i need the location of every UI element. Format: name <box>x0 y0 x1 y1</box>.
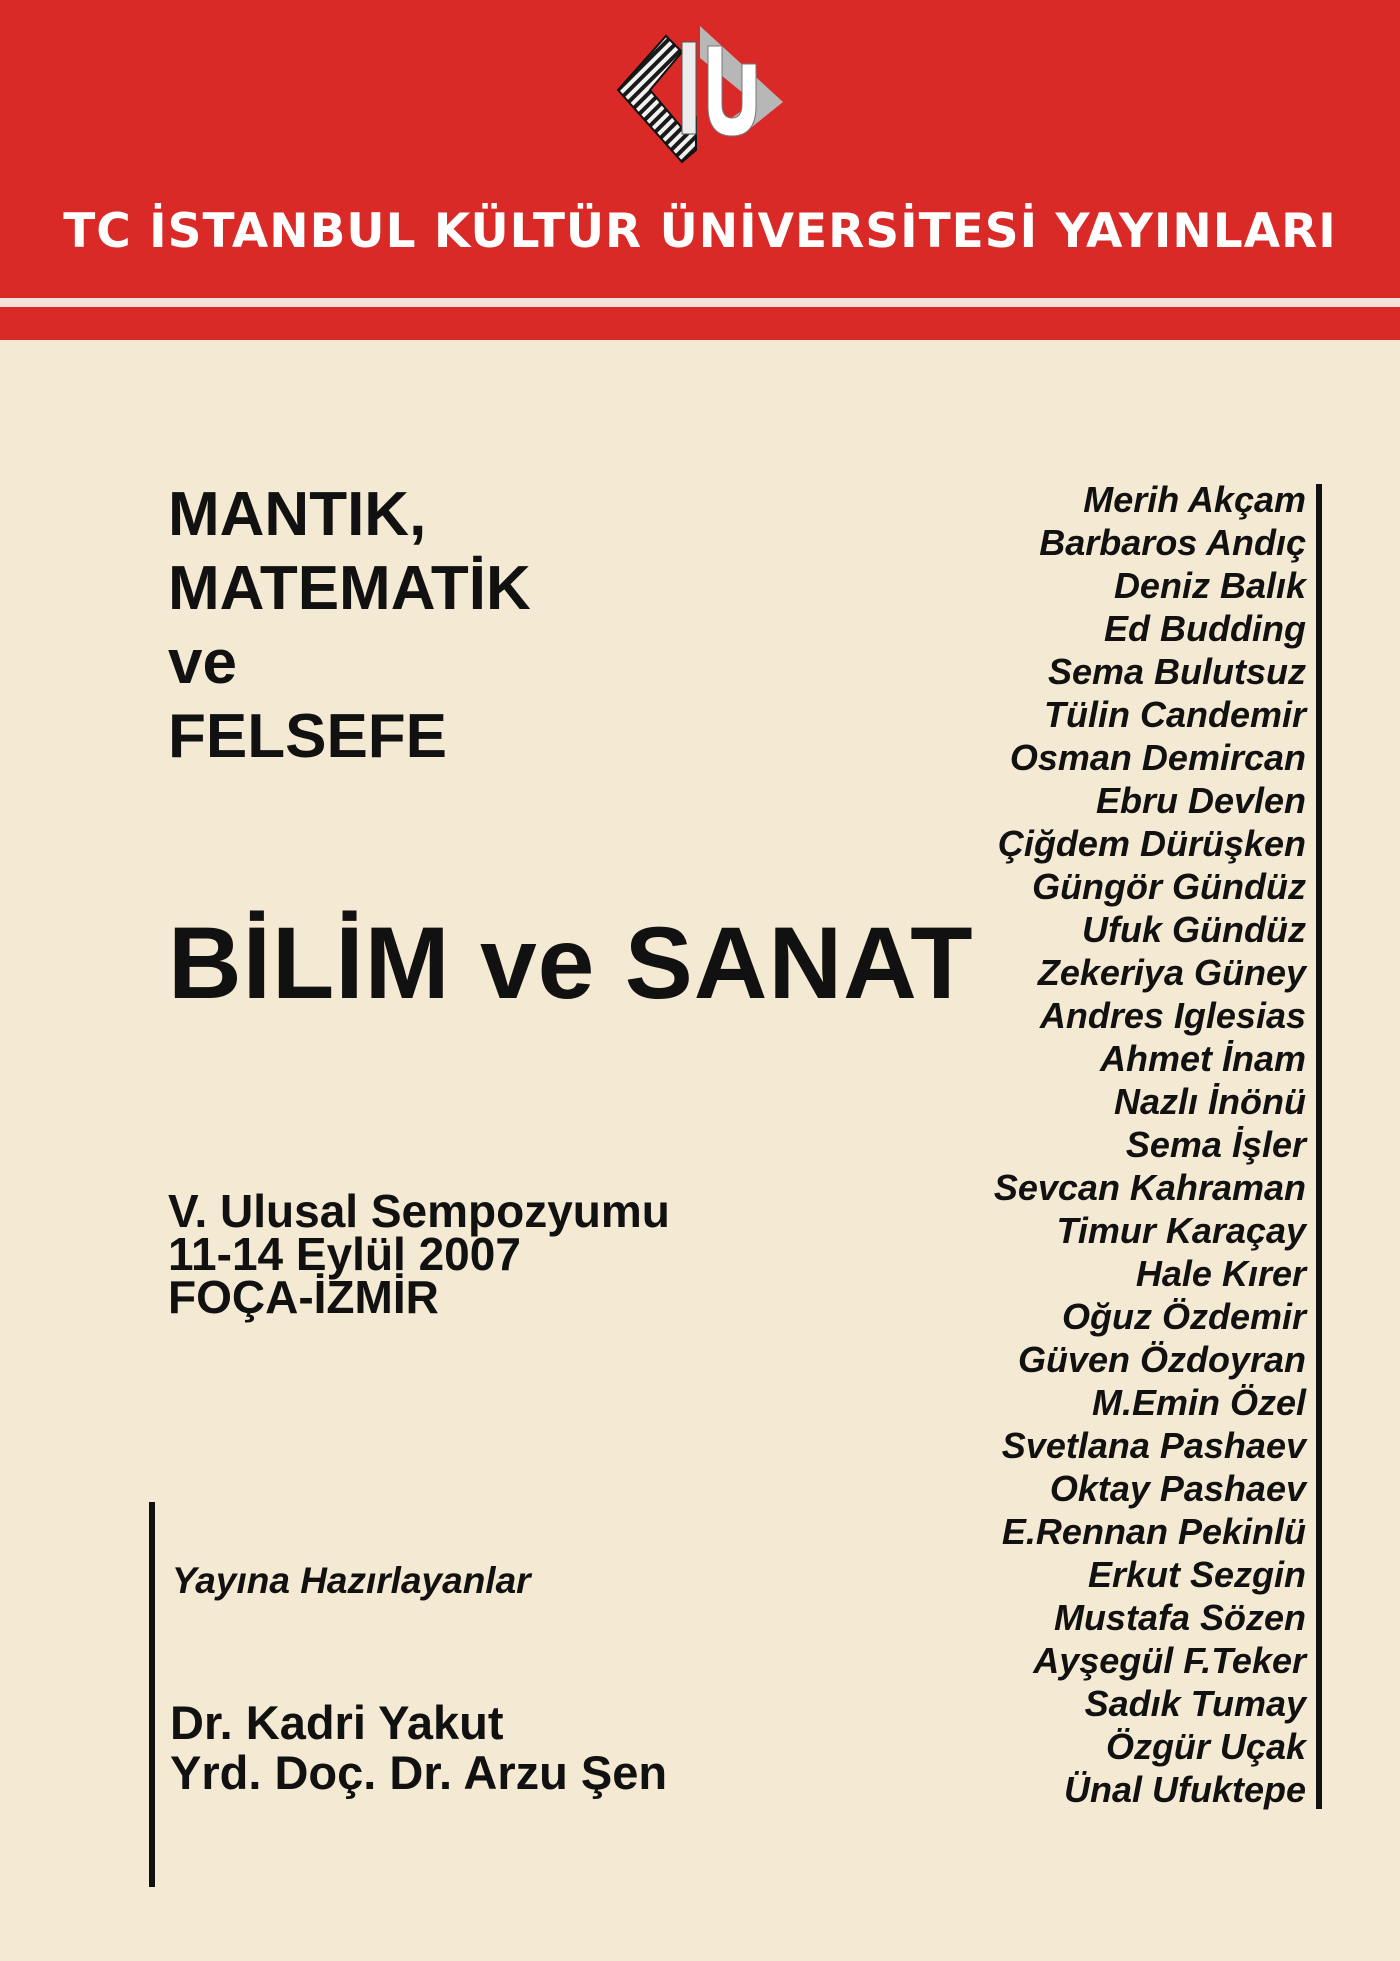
header-stripe <box>0 298 1400 307</box>
author-name: Sadık Tumay <box>1084 1683 1306 1724</box>
author-name: Ünal Ufuktepe <box>1063 1769 1306 1810</box>
symposium-date: 11-14 Eylül 2007 <box>168 1228 521 1280</box>
author-name: Svetlana Pashaev <box>1001 1425 1306 1466</box>
editors-heading: Yayına Hazırlayanlar <box>172 1560 531 1601</box>
author-name: Osman Demircan <box>1009 737 1306 778</box>
author-name: Barbaros Andıç <box>1039 522 1306 563</box>
author-name: M.Emin Özel <box>1091 1382 1306 1423</box>
author-name: Sema İşler <box>1125 1124 1306 1165</box>
author-name: Nazlı İnönü <box>1114 1081 1306 1122</box>
authors-divider <box>1316 484 1322 1809</box>
author-name: Erkut Sezgin <box>1087 1554 1306 1595</box>
author-name: Hale Kırer <box>1135 1253 1306 1294</box>
editor-name: Yrd. Doç. Dr. Arzu Şen <box>170 1746 668 1799</box>
author-name: E.Rennan Pekinlü <box>1001 1511 1306 1552</box>
symposium-location: FOÇA-İZMİR <box>168 1271 439 1323</box>
editors-list <box>170 1698 667 1798</box>
author-name: Tülin Candemir <box>1043 694 1306 735</box>
author-name: Ufuk Gündüz <box>1082 909 1306 950</box>
author-name: Andres Iglesias <box>1039 995 1306 1036</box>
author-name: Oğuz Özdemir <box>1061 1296 1306 1337</box>
title-line: MATEMATİK <box>168 554 531 623</box>
title-line: ve <box>168 628 237 697</box>
author-name: Oktay Pashaev <box>1049 1468 1306 1509</box>
publisher-name: TC İSTANBUL KÜLTÜR ÜNİVERSİTESİ YAYINLARI <box>63 204 1337 259</box>
authors-list <box>994 478 1306 1811</box>
author-name: Ebru Devlen <box>1095 780 1306 821</box>
author-name: Ayşegül F.Teker <box>1033 1640 1306 1681</box>
title-line: FELSEFE <box>168 702 448 771</box>
author-name: Sema Bulutsuz <box>1047 651 1306 692</box>
author-name: Zekeriya Güney <box>1037 952 1306 993</box>
author-name: Güngör Gündüz <box>1032 866 1306 907</box>
author-name: Mustafa Sözen <box>1053 1597 1306 1638</box>
iku-logo-icon <box>608 18 792 178</box>
editors-divider <box>149 1502 155 1887</box>
book-title <box>168 478 531 774</box>
editor-name: Dr. Kadri Yakut <box>170 1696 504 1749</box>
author-name: Ed Budding <box>1104 608 1306 649</box>
symposium-name: V. Ulusal Sempozyumu <box>168 1185 670 1237</box>
symposium-info <box>168 1185 670 1323</box>
title-line: MANTIK, <box>168 480 427 549</box>
author-name: Ahmet İnam <box>1099 1038 1306 1079</box>
author-name: Deniz Balık <box>1113 565 1306 606</box>
author-name: Sevcan Kahraman <box>993 1167 1306 1208</box>
author-name: Merih Akçam <box>1083 479 1306 520</box>
author-name: Güven Özdoyran <box>1017 1339 1306 1380</box>
author-name: Özgür Uçak <box>1105 1726 1306 1767</box>
main-title: BİLİM ve SANAT <box>168 906 974 1020</box>
author-name: Çiğdem Dürüşken <box>997 823 1306 864</box>
author-name: Timur Karaçay <box>1056 1210 1306 1251</box>
